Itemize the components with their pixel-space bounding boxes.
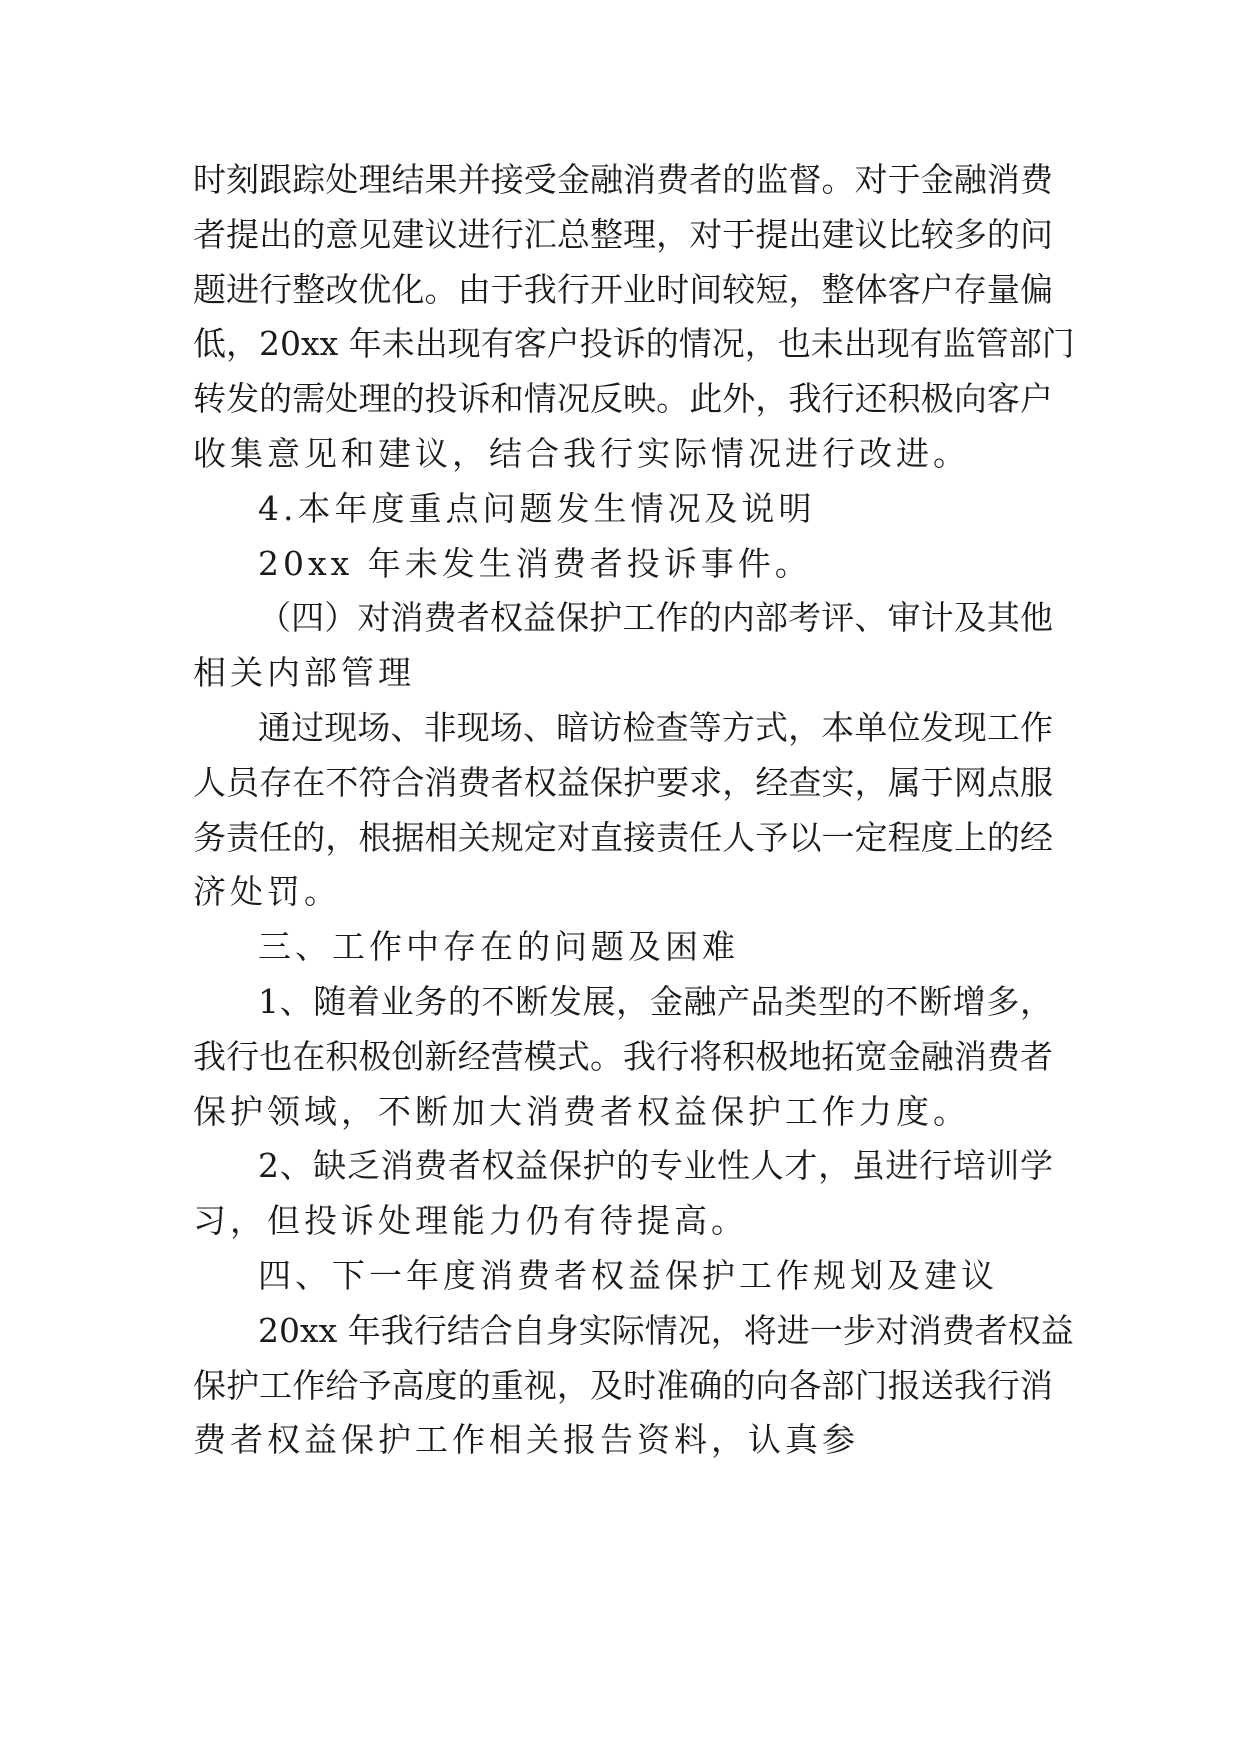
paragraph-line: 务责任的，根据相关规定对直接责任人予以一定程度上的经 bbox=[193, 818, 1053, 857]
paragraph-line: 转发的需处理的投诉和情况反映。此外，我行还积极向客户 bbox=[193, 379, 1053, 418]
paragraph-line: 收集意见和建议，结合我行实际情况进行改进。 bbox=[193, 434, 970, 473]
section-heading: 相关内部管理 bbox=[193, 653, 415, 692]
section-heading: 4.本年度重点问题发生情况及说明 bbox=[258, 489, 816, 528]
paragraph-line: 人员存在不符合消费者权益保护要求，经查实，属于网点服 bbox=[193, 763, 1053, 802]
paragraph-line: 题进行整改优化。由于我行开业时间较短，整体客户存量偏 bbox=[193, 270, 1053, 309]
section-heading: （四）对消费者权益保护工作的内部考评、审计及其他 bbox=[258, 598, 1053, 637]
paragraph-line: 保护领域，不断加大消费者权益保护工作力度。 bbox=[193, 1092, 970, 1131]
paragraph-line: 我行也在积极创新经营模式。我行将积极地拓宽金融消费者 bbox=[193, 1037, 1053, 1076]
paragraph-line: 20xx 年未发生消费者投诉事件。 bbox=[258, 544, 812, 583]
paragraph-line: 保护工作给予高度的重视，及时准确的向各部门报送我行消 bbox=[193, 1366, 1053, 1405]
paragraph-line: 习，但投诉处理能力仍有待提高。 bbox=[193, 1201, 748, 1240]
paragraph-line: 低，20xx 年未出现有客户投诉的情况，也未出现有监管部门 bbox=[193, 324, 1075, 363]
paragraph-line: 费者权益保护工作相关报告资料，认真参 bbox=[193, 1420, 859, 1459]
paragraph-line: 20xx 年我行结合自身实际情况，将进一步对消费者权益 bbox=[258, 1311, 1074, 1350]
paragraph-line: 通过现场、非现场、暗访检查等方式，本单位发现工作 bbox=[258, 708, 1053, 747]
paragraph-line: 时刻跟踪处理结果并接受金融消费者的监督。对于金融消费 bbox=[193, 160, 1053, 199]
paragraph-line: 1、随着业务的不断发展，金融产品类型的不断增多， bbox=[258, 982, 1053, 1021]
paragraph-line: 2、缺乏消费者权益保护的专业性人才，虽进行培训学 bbox=[258, 1146, 1053, 1185]
section-heading: 三、工作中存在的问题及困难 bbox=[258, 927, 739, 966]
paragraph-line: 者提出的意见建议进行汇总整理，对于提出建议比较多的问 bbox=[193, 215, 1053, 254]
section-heading: 四、下一年度消费者权益保护工作规划及建议 bbox=[258, 1256, 998, 1295]
paragraph-line: 济处罚。 bbox=[193, 872, 341, 911]
